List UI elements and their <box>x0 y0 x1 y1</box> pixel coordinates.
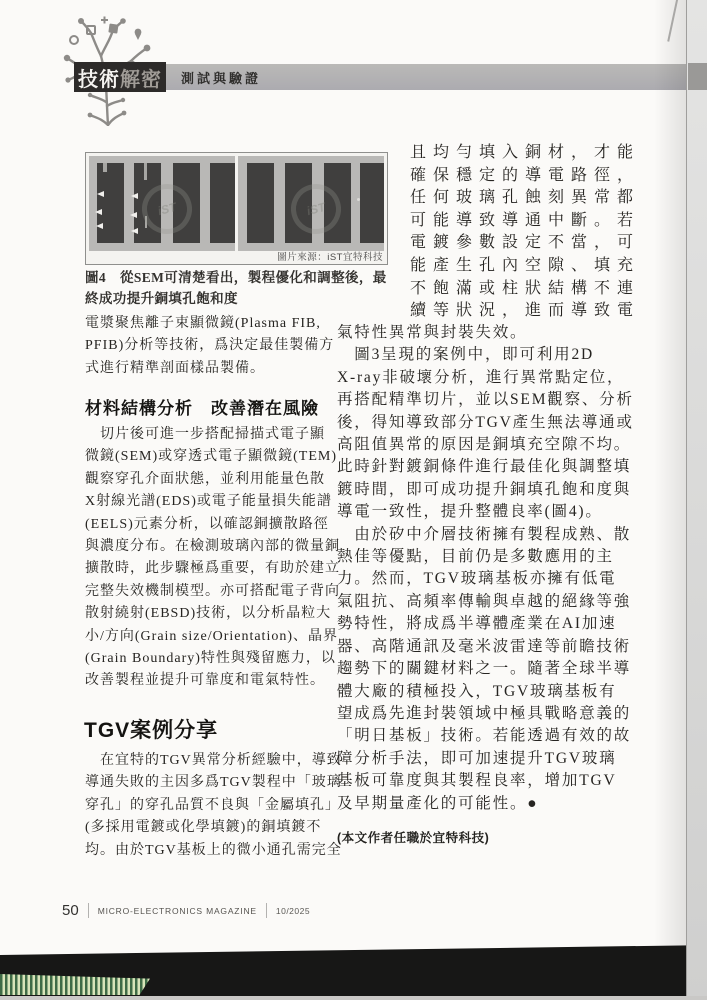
heading-material-analysis: 材料結構分析 改善潛在風險 <box>85 399 319 418</box>
issue-date: 10/2025 <box>275 905 311 916</box>
text-line: 熱佳等優點，目前仍是多數應用的主 <box>337 548 614 566</box>
ist-watermark-icon: iST <box>136 178 197 239</box>
text-line: 散射繞射(EBSD)技術，以分析晶粒大 <box>85 606 332 622</box>
section-tab-label: 測試與驗證 <box>181 70 262 86</box>
text-line: 不飽滿或柱狀結構不連 <box>410 279 641 297</box>
heading-tgv-case: TGV案例分享 <box>84 719 219 742</box>
text-line: 能產生孔內空隙、填充 <box>410 256 641 274</box>
text-line: (多採用電鍍或化學填鍍)的銅填鍍不 <box>85 820 322 836</box>
text-line: 及早期量產化的可能性。● <box>337 794 539 812</box>
magazine-name: MICRO-ELECTRONICS MAGAZINE <box>97 905 257 916</box>
text-line: 障分析手法，即可加速提升TGV玻璃 <box>337 749 617 767</box>
text-line: 此時針對鍍銅條件進行最佳化與調整填 <box>337 458 632 476</box>
text-line: 與濃度分布。在檢測玻璃內部的微量銅 <box>85 539 340 555</box>
text-line: PFIB)分析等技術，爲決定最佳製備方 <box>85 338 335 354</box>
sem-copper-pillar <box>134 163 161 243</box>
sem-copper-pillar <box>97 163 124 243</box>
sem-copper-pillar <box>324 163 351 243</box>
text-line: 擴散時，此步驟極爲重要，有助於建立 <box>85 561 340 577</box>
sem-copper-pillar <box>285 163 312 243</box>
defect-arrow-icon <box>96 223 103 229</box>
text-line: X-ray非破壞分析，進行異常點定位， <box>337 368 625 386</box>
paragraph-tgv-case <box>85 750 342 862</box>
text-line: 基板可靠度與其製程良率，增加TGV <box>337 772 617 790</box>
scan-right-margin <box>686 0 707 1000</box>
text-line: 高阻值異常的原因是銅填充空隙不均。 <box>337 436 632 454</box>
text-line: 完整失效機制模型。亦可搭配電子背向 <box>85 583 340 599</box>
text-line: 體大廠的積極投入，TGV玻璃基板有 <box>337 682 617 700</box>
text-line: 任何玻璃孔蝕刻異常都 <box>410 189 641 207</box>
banner-title-part1: 技術 <box>78 68 120 91</box>
void-defect <box>145 216 147 228</box>
sem-panel-after <box>238 156 384 251</box>
text-line: 改善製程並提升可靠度和電氣特性。 <box>85 673 325 689</box>
text-line: 氣阻抗、高頻率傳輸與卓越的絕緣等強 <box>337 592 632 610</box>
text-line: 望成爲先進封裝領域中極具戰略意義的 <box>337 704 632 722</box>
scan-bottom-edge <box>0 996 707 1000</box>
footer-divider <box>88 903 89 918</box>
paragraph-continuation <box>85 313 335 380</box>
void-defect <box>144 163 147 180</box>
text-line: 式進行精準剖面樣品製備。 <box>85 360 265 376</box>
text-line: 確保穩定的導電路徑， <box>410 166 641 184</box>
defect-arrow-icon <box>130 212 137 218</box>
section-tab-bar <box>166 64 686 90</box>
page-footer <box>62 902 310 919</box>
text-line: 電漿聚焦離子束顯微鏡(Plasma FIB, <box>85 316 321 331</box>
text-line: 趨勢下的關鍵材料之一。隨著全球半導 <box>337 660 632 678</box>
footer-divider <box>266 903 267 918</box>
author-note: (本文作者任職於宜特科技) <box>337 831 490 845</box>
paragraph-full-width <box>337 322 642 815</box>
text-line: 「明日基板」技術。若能透過有效的故 <box>337 727 632 745</box>
sem-copper-pillar <box>247 163 274 243</box>
defect-arrow-icon <box>131 193 138 199</box>
text-line: (Grain Boundary)特性與殘留應力，以 <box>85 651 336 667</box>
text-line: 微鏡(SEM)或穿透式電子顯微鏡(TEM) <box>85 449 337 465</box>
sem-copper-pillar <box>360 163 384 243</box>
text-line: 導通失敗的主因多爲TGV製程中「玻璃 <box>85 775 342 791</box>
text-line: 由於矽中介層技術擁有製程成熟、散 <box>337 525 632 543</box>
section-bar-edge-stub <box>688 63 707 90</box>
text-line: X射線光譜(EDS)或電子能量損失能譜 <box>85 494 332 510</box>
sem-copper-pillar <box>210 163 235 243</box>
paragraph-beside-figure <box>410 142 650 323</box>
page-edge-shadow <box>654 0 686 1000</box>
figure-4-image <box>85 152 388 265</box>
text-line: 力。然而，TGV玻璃基板亦擁有低電 <box>337 570 617 588</box>
sem-panel-before <box>89 156 235 251</box>
text-line: 鍍時間，即可成功提升銅填孔飽和度與 <box>337 480 632 498</box>
sem-copper-pillar <box>173 163 200 243</box>
text-line: 器、高階通訊及毫米波雷達等前瞻技術 <box>337 637 632 655</box>
text-line: 觀察穿孔介面狀態，並利用能量色散 <box>85 471 325 487</box>
paragraph-material-analysis <box>85 424 340 693</box>
text-line: 勢特性，將成爲半導體產業在AI加速 <box>337 615 617 633</box>
void-defect <box>103 163 107 172</box>
page-corner-line <box>667 0 679 42</box>
defect-arrow-icon <box>97 191 104 197</box>
text-line: 小/方向(Grain size/Orientation)、晶界 <box>85 628 339 644</box>
text-line: 切片後可進一步搭配掃描式電子顯 <box>85 427 325 442</box>
text-line: 後，得知導致部分TGV產生無法導通或 <box>337 413 634 431</box>
text-line: 且均勻填入銅材，才能 <box>410 144 641 161</box>
text-line: 圖3呈現的案例中，即可利用2D <box>337 346 594 364</box>
text-line: 可能導致導通中斷。若 <box>410 211 641 229</box>
text-line: 再搭配精準切片，並以SEM觀察、分析 <box>337 391 634 409</box>
column-title-banner <box>74 62 166 92</box>
text-line: 電鍍參數設定不當，可 <box>410 234 641 252</box>
defect-arrow-icon <box>131 228 138 234</box>
banner-title-part2: 解密 <box>120 68 162 91</box>
ist-watermark-icon: iST <box>285 178 346 239</box>
figure-source-label: 圖片來源：iST宜特科技 <box>277 252 383 263</box>
text-line: 穿孔」的穿孔品質不良與「金屬填孔」 <box>85 797 340 813</box>
speck <box>357 198 360 201</box>
text-line: 氣特性異常與封裝失效。 <box>337 324 528 341</box>
text-line: (EELS)元素分析，以確認銅擴散路徑 <box>85 516 329 532</box>
defect-arrow-icon <box>95 209 102 215</box>
text-line: 均。由於TGV基板上的微小通孔需完全 <box>85 842 342 858</box>
text-line: 導電一致性，提升整體良率(圖4)。 <box>337 503 603 521</box>
page-number: 50 <box>62 902 79 919</box>
figure-4-caption: 圖4 從SEM可清楚看出，製程優化和調整後，最終成功提升銅填孔飽和度 <box>85 270 387 306</box>
text-line: 在宜特的TGV異常分析經驗中，導致 <box>85 753 342 768</box>
text-line: 續等狀況，進而導致電 <box>410 302 641 320</box>
